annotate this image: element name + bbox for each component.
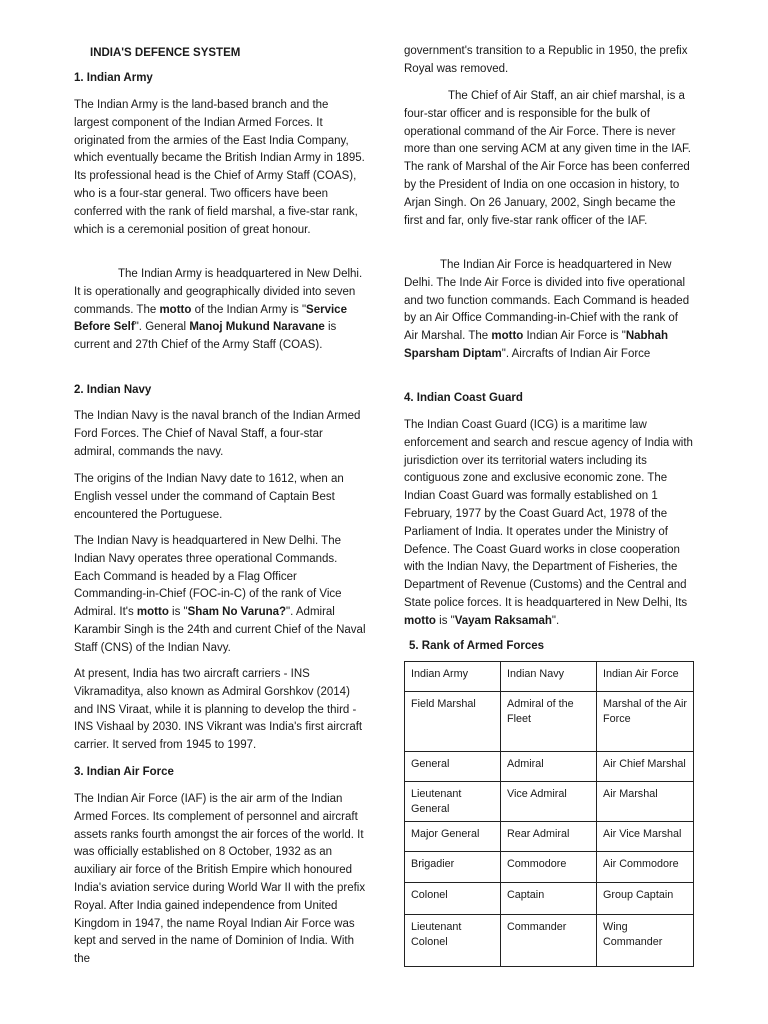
table-cell: Wing Commander [597, 915, 694, 967]
airforce-paragraph-3: The Indian Air Force is headquartered in New Delhi. The Inde Air Force is divided into five operational and two function commands. Each Command is headed by an Air Office Commanding-in-Chief with the rank of Air Marshal. The motto Indian Air Force is "Nabhah Sparsham Diptam". Aircrafts of Indian Air Force [404, 259, 690, 360]
table-cell: Air Vice Marshal [597, 822, 694, 852]
army-chief-name: Manoj Mukund Naravane [189, 321, 325, 334]
ranks-header-row [405, 662, 694, 692]
document-title: INDIA'S DEFENCE SYSTEM [90, 47, 241, 59]
table-cell: Lieutenant General [405, 782, 501, 822]
table-row [405, 915, 694, 967]
coastguard-motto-label: motto [404, 614, 436, 627]
navy-heading: 2. Indian Navy [74, 384, 152, 396]
airforce-heading: 3. Indian Air Force [74, 766, 174, 778]
table-cell: Commodore [501, 852, 597, 883]
table-cell: Indian Navy [501, 662, 597, 692]
table-cell: Marshal of the Air Force [597, 692, 694, 752]
navy-motto: Sham No Varuna? [187, 606, 287, 619]
navy-paragraph-2: The origins of the Indian Navy date to 1612, when an English vessel under the command of Captain Best encountered the Portuguese. [74, 473, 344, 521]
army-motto-label: motto [159, 303, 192, 316]
table-row [405, 883, 694, 915]
army-paragraph-2: The Indian Army is headquartered in New Delhi. It is operationally and geographically divided into seven commands. The motto of the Indian Army is "Service Before Self". General Manoj Mukund Naravane is current and 27th Chief of the Army Staff (COAS). [74, 268, 363, 352]
airforce-paragraph-1: The Indian Air Force (IAF) is the air arm of the Indian Armed Forces. Its complement of personnel and aircraft assets ranks fourth amongst the air forces of the world. It was officially established on 8 October, 1932 as an auxiliary air force of the British Empire which honoured India's aviation service during World War II with the prefix Royal. After India gained independence from United Kingdom in 1947, the name Royal Indian Air Force was kept and served in the name of Dominion of India. With the [74, 793, 366, 966]
table-cell: Air Chief Marshal [597, 752, 694, 782]
table-row [405, 782, 694, 822]
army-heading: 1. Indian Army [74, 72, 153, 84]
table-cell: Brigadier [405, 852, 501, 883]
table-cell: General [405, 752, 501, 782]
table-cell: Admiral [501, 752, 597, 782]
table-row [405, 852, 694, 883]
navy-paragraph-4: At present, India has two aircraft carriers - INS Vikramaditya, also known as Admiral Gorshkov (2014) and INS Viraat, while it is planning to develop the third - INS Vishaal by 2030. INS Vikrant was India's first aircraft carrier. It served from 1945 to 1997. [74, 668, 363, 752]
table-cell: Lieutenant Colonel [405, 915, 501, 967]
table-cell: Indian Army [405, 662, 501, 692]
coastguard-motto: Vayam Raksamah [454, 614, 552, 627]
coastguard-heading: 4. Indian Coast Guard [404, 392, 523, 404]
table-cell: Commander [501, 915, 597, 967]
airforce-motto-label: motto [491, 330, 524, 343]
table-cell: Captain [501, 883, 597, 915]
table-cell: Admiral of the Fleet [501, 692, 597, 752]
ranks-heading: 5. Rank of Armed Forces [409, 640, 545, 652]
table-cell: Air Commodore [597, 852, 694, 883]
table-row [405, 822, 694, 852]
table-row [405, 692, 694, 752]
ranks-table [404, 661, 694, 967]
table-cell: Group Captain [597, 883, 694, 915]
table-cell: Colonel [405, 883, 501, 915]
table-cell: Air Marshal [597, 782, 694, 822]
table-row [405, 752, 694, 782]
table-cell: Vice Admiral [501, 782, 597, 822]
navy-motto-label: motto [136, 606, 169, 619]
army-motto: Service Before Self [74, 303, 347, 334]
table-cell: Major General [405, 822, 501, 852]
table-cell: Indian Air Force [597, 662, 694, 692]
airforce-paragraph-1-continued: government's transition to a Republic in 1950, the prefix Royal was removed. [404, 45, 688, 75]
airforce-motto: Nabhah Sparsham Diptam [404, 330, 668, 360]
navy-paragraph-3: The Indian Navy is headquartered in New Delhi. The Indian Navy operates three operational Commands. Each Command is headed by a Flag Officer Commanding-in-Chief (FOC-in-C) of the rank of Vice Admiral. It's motto is "Sham No Varuna?". Admiral Karambir Singh is the 24th and current Chief of the Naval Staff (CNS) of the Indian Navy. [74, 535, 366, 654]
army-paragraph-1: The Indian Army is the land-based branch and the largest component of the Indian Armed Forces. It originated from the armies of the East India Company, which eventually became the British Indian Army in 1895. Its professional head is the Chief of Army Staff (COAS), who is a four-star general. Two officers have been conferred with the rank of field marshal, a five-star rank, which is a ceremonial position of great honour. [74, 99, 365, 236]
navy-paragraph-1: The Indian Navy is the naval branch of the Indian Armed Ford Forces. The Chief of Naval Staff, a four-star admiral, commands the navy. [74, 410, 361, 458]
coastguard-paragraph-1: The Indian Coast Guard (ICG) is a maritime law enforcement and search and rescue agency of India with jurisdiction over its territorial waters including its contiguous zone and exclusive economic zone. The Indian Coast Guard was formally established on 1 February, 1977 by the Coast Guard Act, 1978 of the Parliament of India. It operates under the Ministry of Defence. The Coast Guard works in close cooperation with the Indian Navy, the Department of Fisheries, the Department of Revenue (Customs) and the Central and State police forces. It is headquartered in New Delhi, Its motto is "Vayam Raksamah". [404, 419, 693, 627]
table-cell: Rear Admiral [501, 822, 597, 852]
table-cell: Field Marshal [405, 692, 501, 752]
airforce-paragraph-2: The Chief of Air Staff, an air chief marshal, is a four-star officer and is responsible for the bulk of operational command of the Air Force. There is never more than one serving ACM at any given time in the IAF. The rank of Marshal of the Air Force has been conferred by the President of India on one occasion in history, to Arjan Singh. On 26 January, 2002, Singh became the first and far, only five-star rank officer of the IAF. [404, 90, 692, 227]
